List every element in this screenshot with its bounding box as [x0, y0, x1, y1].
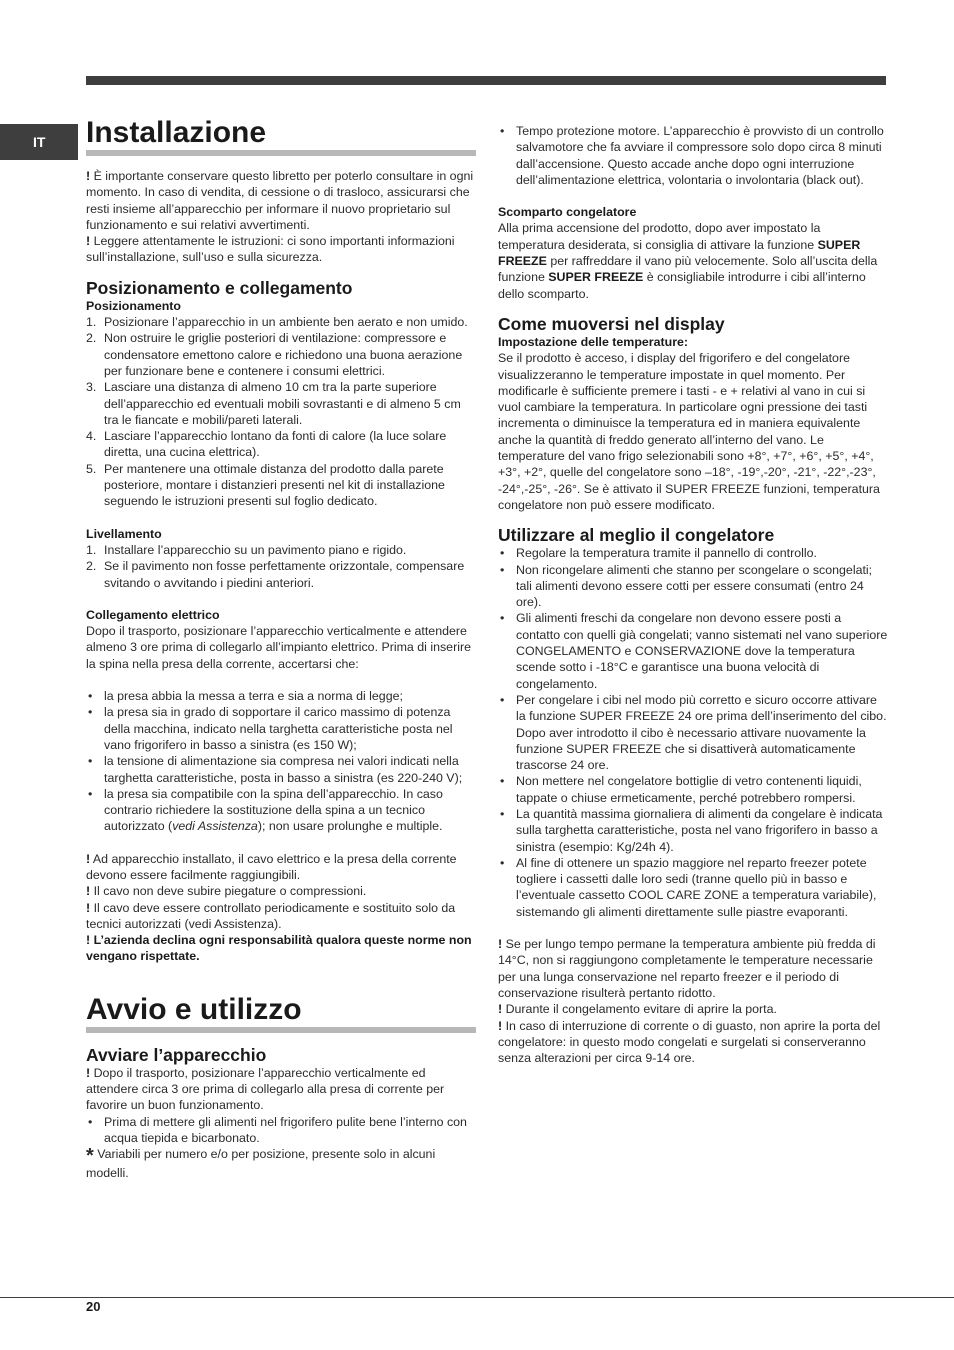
label-collegamento-elettrico: Collegamento elettrico — [86, 607, 220, 622]
language-tab: IT — [0, 124, 78, 160]
start-list — [86, 1114, 476, 1147]
paragraph: ! È importante conservare questo libretto per poterlo consultare in ogni momento. In caso di vendita, di cessione o di trasloco, assicurarsi che resti insieme all’apparecchio per informare il nuovo proprietario sul funzionamento e sui relativi avvertimenti. — [86, 169, 474, 232]
warning-paragraph: ! Se per lungo tempo permane la temperatura ambiente più fredda di 14°C, non si raggiungono completamente le temperature necessarie per una lunga conservazione nel reparto freezer e il periodo di conservazione risulterà pertanto ridotto. — [498, 937, 876, 1000]
freezer-tips-list — [498, 545, 888, 920]
warning-paragraph: ! L’azienda declina ogni responsabilità qualora queste norme non vengano rispettate. — [86, 933, 472, 964]
footer-rule — [0, 1297, 954, 1298]
list-item: 1. Posizionare l’apparecchio in un ambiente ben aerato e non umido. — [86, 315, 468, 330]
warning-paragraph: ! Il cavo deve essere controllato periodicamente e sostituito solo da tecnici autorizzati (vedi Assistenza). — [86, 900, 456, 931]
subheading-display: Come muoversi nel display — [498, 313, 725, 334]
list-item: • Per congelare i cibi nel modo più corretto e sicuro occorre attivare la funzione SUPER FREEZE 24 ore prima dell’inserimento del cibo. Dopo aver introdotto il cibo è necessario attivare nuovamente la funzione SUPER FREEZE che si disattiverà automaticamente trascorse 24 ore. — [500, 692, 887, 773]
section-title-avvio-utilizzo: Avvio e utilizzo — [86, 993, 476, 1033]
section-title-installazione: Installazione — [86, 116, 476, 156]
list-item: • la tensione di alimentazione sia compresa nei valori indicati nella targhetta caratteristiche, posta in basso a sinistra (es 220-240 V); — [88, 754, 463, 785]
list-item: 1. Installare l’apparecchio su un pavimento piano e rigido. — [86, 542, 407, 557]
subheading-avviare: Avviare l’apparecchio — [86, 1044, 267, 1065]
warning-paragraph: ! In caso di interruzione di corrente o di guasto, non aprire la porta del congelatore: in questo modo congelati e surgelati si conserveranno senza alterazioni per circa 9-14 ore. — [498, 1018, 881, 1066]
motor-list — [498, 123, 888, 188]
list-item: 2. Non ostruire le griglie posteriori di ventilazione: compressore e condensatore emettono calore e richiedono una buona aerazione per funzionare bene e contenere i consumi elettrici. — [86, 331, 463, 378]
paragraph: Dopo il trasporto, posizionare l’apparecchio verticalmente e attendere almeno 3 ore prima di collegarlo all’impianto elettrico. Prima di inserire la spina nella presa della corrente, accertarsi che: — [86, 624, 471, 671]
positioning-list — [86, 314, 476, 510]
page-number: 20 — [86, 1299, 101, 1314]
warning-paragraph: ! Durante il congelamento evitare di aprire la porta. — [498, 1002, 777, 1017]
warning-paragraph: ! Il cavo non deve subire piegature o compressioni. — [86, 884, 367, 899]
list-item: • Non ricongelare alimenti che stanno per scongelare o scongelati; tali alimenti devono essere cotti per essere consumati (entro 24 ore). — [500, 562, 873, 610]
left-column — [86, 116, 476, 1181]
list-item: • La quantità massima giornaliera di alimenti da congelare è indicata sulla targhetta caratteristiche, posta nel vano frigorifero in basso a sinistra (esempio: Kg/24h 4). — [500, 806, 883, 854]
header-bar — [86, 76, 886, 85]
list-item: • Prima di mettere gli alimenti nel frigorifero pulite bene l’interno con acqua tiepida e bicarbonato. — [88, 1114, 467, 1145]
electrical-checklist — [86, 688, 476, 835]
paragraph: ! Dopo il trasporto, posizionare l’apparecchio verticalmente ed attendere circa 3 ore prima di collegarlo alla presa di corrente per favorire un buon funzionamento. — [86, 1065, 445, 1113]
subheading-congelatore: Utilizzare al meglio il congelatore — [498, 525, 775, 546]
label-impostazione-temperature: Impostazione delle temperature: — [498, 334, 689, 349]
right-column — [498, 123, 888, 1066]
subheading-posizionamento-collegamento: Posizionamento e collegamento — [86, 277, 353, 298]
list-item: • Non mettere nel congelatore bottiglie di vetro contenenti liquidi, tappate o chiuse ermeticamente, perché potrebbero rompersi. — [500, 774, 862, 805]
list-item: • Gli alimenti freschi da congelare non devono essere posti a contatto con quelli già congelati; vanno sistemati nel vano superiore CONGELAMENTO e CONSERVAZIONE dove la temperatura scende sotto i -18°C e garantisce una buona velocità di congelamento. — [500, 611, 888, 691]
list-item: 5. Per mantenere una ottimale distanza del prodotto dalla parete posteriore, montare i distanzieri presenti nel kit di installazione seguendo le istruzioni presenti sul foglio dedicato. — [86, 461, 445, 509]
label-scomparto-congelatore: Scomparto congelatore — [498, 205, 637, 220]
list-item: 4. Lasciare l’apparecchio lontano da fonti di calore (la luce solare diretta, una cucina elettrica). — [86, 429, 447, 460]
warning-mark: ! — [86, 234, 91, 249]
warning-mark: ! — [86, 169, 91, 183]
list-item: • Tempo protezione motore. L’apparecchio è provvisto di un controllo salvamotore che fa avviare il compressore solo dopo circa 8 minuti dall’accensione. Questo accade anche dopo ogni interruzione dell’alimentazione elettrica, volontaria o involontaria (black out). — [500, 124, 884, 187]
list-item: • la presa sia in grado di sopportare il carico massimo di potenza della macchina, indicato nella targhetta caratteristiche posta nel vano frigorifero in basso a sinistra (es 150 W); — [88, 705, 453, 752]
paragraph: Se il prodotto è acceso, i display del frigorifero e del congelatore visualizzeranno le temperature impostate in quel momento. Per modificarle è sufficiente premere i tasti - e + relativi al vano in cui si vuol cambiare la temperatura. In particolare ogni pressione dei tasti incrementa o diminuisce la temperatura ed in maniera equivalente anche la quantità di freddo generato all’interno del vano. Le temperature del vano frigo selezionabili sono +8°, +7°, +6°, +5°, +4°, +3°, +2°, quelle del congelatore sono –18°, -19°,-20°, -21°, -22°,-23°, -24°,-25°, -26°. Se è attivato il SUPER FREEZE funzioni, temperatura congelatore non può essere modificato. — [498, 351, 880, 512]
list-item: 3. Lasciare una distanza di almeno 10 cm tra la parte superiore dell’apparecchio ed eventuali mobili sovrastanti e di almeno 5 cm tra le fiancate e mobili/pareti laterali. — [86, 380, 461, 427]
list-item: • la presa abbia la messa a terra e sia a norma di legge; — [88, 689, 403, 704]
list-item: • Al fine di ottenere un spazio maggiore nel reparto freezer potete togliere i cassetti dalle loro sedi (tranne quello più in basso e l’eventuale cassetto COOL CARE ZONE a temperatura variabile), sistemando gli alimenti direttamente sulle piastre evaporanti. — [500, 855, 877, 919]
list-item: 2. Se il pavimento non fosse perfettamente orizzontale, compensare svitando o avvitando i piedini anteriori. — [86, 559, 465, 590]
list-item: • la presa sia compatibile con la spina dell’apparecchio. In caso contrario richiedere la sostituzione della spina a un tecnico autorizzato (vedi Assistenza); non usare prolunghe e multiple. — [88, 786, 443, 834]
label-livellamento: Livellamento — [86, 526, 162, 541]
paragraph: ! Leggere attentamente le istruzioni: ci sono importanti informazioni sull’installazione, sull’uso e sulla sicurezza. — [86, 234, 455, 265]
list-item: • Regolare la temperatura tramite il pannello di controllo. — [500, 546, 817, 561]
warning-paragraph: ! Ad apparecchio installato, il cavo elettrico e la presa della corrente devono essere facilmente raggiungibili. — [86, 851, 457, 882]
footnote: * Variabili per numero e/o per posizione, presente solo in alcuni modelli. — [86, 1145, 436, 1180]
paragraph: Alla prima accensione del prodotto, dopo aver impostato la temperatura desiderata, si consiglia di attivare la funzione SUPER FREEZE per raffreddare il vano più velocemente. Solo all’uscita della funzione SUPER FREEZE è consigliabile introdurre i cibi all’interno dello scomparto. — [498, 221, 878, 301]
label-posizionamento: Posizionamento — [86, 298, 182, 313]
leveling-list — [86, 542, 476, 591]
